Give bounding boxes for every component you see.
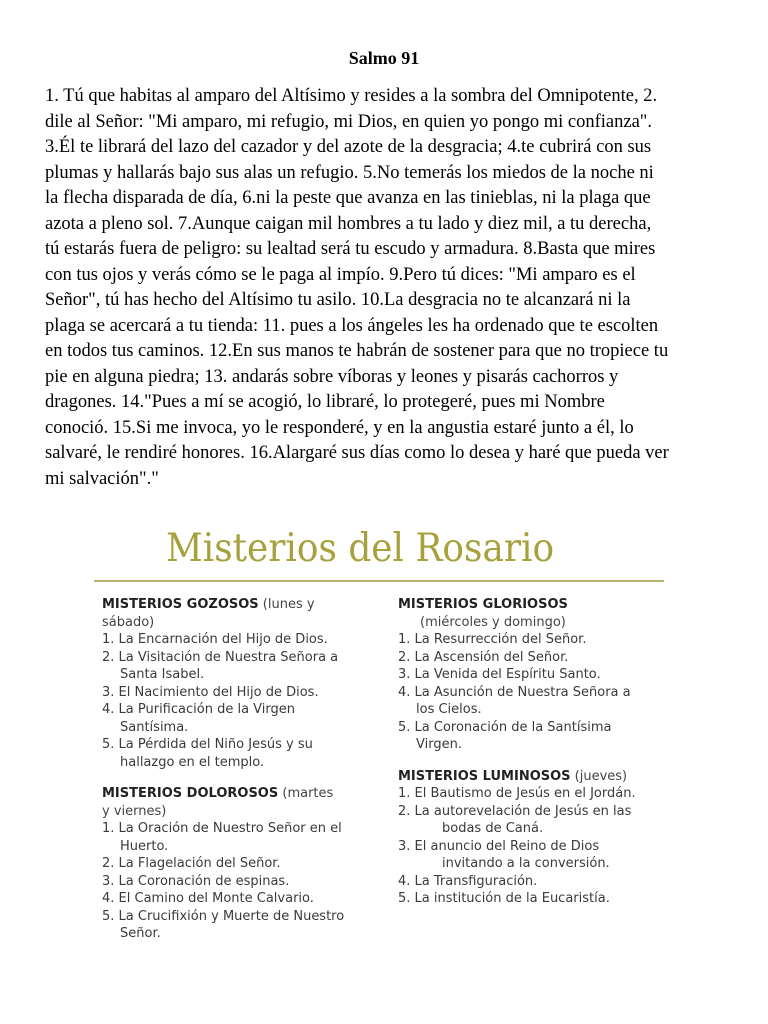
group-heading bbox=[398, 596, 668, 614]
mystery-item-text: Señor. bbox=[120, 926, 161, 941]
mystery-item-text: 2. La autorevelación de Jesús en las bbox=[398, 803, 632, 819]
group-days: (lunes y bbox=[262, 597, 315, 612]
group-name: MISTERIOS DOLOROSOS bbox=[102, 786, 279, 801]
mystery-item-text: 1. La Oración de Nuestro Señor en el bbox=[102, 821, 342, 836]
title-divider bbox=[94, 580, 664, 582]
mystery-item bbox=[398, 649, 668, 667]
rosary-title: Misterios del Rosario bbox=[166, 526, 555, 571]
mystery-item-text: hallazgo en el templo. bbox=[120, 754, 265, 770]
mystery-item bbox=[398, 803, 668, 838]
group-heading bbox=[102, 785, 382, 803]
rosary-mysteries-figure bbox=[92, 505, 682, 970]
mystery-list bbox=[102, 820, 382, 943]
group-name: MISTERIOS GOZOSOS bbox=[102, 597, 259, 612]
mystery-item-text: 1. El Bautismo de Jesús en el Jordán. bbox=[398, 786, 636, 801]
mystery-item-text: 2. La Ascensión del Señor. bbox=[398, 649, 569, 665]
mystery-item bbox=[102, 631, 382, 649]
mystery-item bbox=[102, 820, 382, 855]
mystery-item-text: Santa Isabel. bbox=[120, 667, 205, 682]
rosary-column-right bbox=[398, 596, 668, 922]
mystery-item-text: invitando a la conversión. bbox=[442, 856, 610, 871]
group-days: sábado) bbox=[102, 614, 155, 630]
psalm-line: con tus ojos y verás cómo se le paga al impío. 9.Pero tú dices: "Mi amparo es el bbox=[45, 264, 636, 285]
psalm-line: 1. Tú que habitas al amparo del Altísimo y resides a la sombra del Omnipotente, 2. bbox=[45, 86, 658, 106]
mystery-item bbox=[102, 855, 382, 873]
psalm-line: salvaré, le rendiré honores. 16.Alargaré sus días como lo desea y haré que pueda ver bbox=[45, 443, 669, 463]
mystery-item-text: 5. La institución de la Eucaristía. bbox=[398, 891, 610, 906]
mystery-item-text: 1. La Encarnación del Hijo de Dios. bbox=[102, 632, 328, 647]
mystery-item bbox=[102, 873, 382, 891]
mystery-item bbox=[398, 666, 668, 684]
mystery-item bbox=[102, 684, 382, 702]
mystery-item-text: 4. La Transfiguración. bbox=[398, 873, 538, 889]
psalm-line: plaga se acercará a tu tienda: 11. pues a los ángeles les ha ordenado que te escolten bbox=[45, 315, 659, 336]
mystery-item-text: 2. La Flagelación del Señor. bbox=[102, 856, 281, 871]
mystery-item-text: 3. El Nacimiento del Hijo de Dios. bbox=[102, 684, 319, 700]
mystery-item-text: Virgen. bbox=[416, 737, 462, 752]
mystery-item-text: 3. La Venida del Espíritu Santo. bbox=[398, 667, 601, 682]
psalm-line: conoció. 15.Si me invoca, yo le responderé, y en la angustia estaré junto a él, lo bbox=[45, 417, 634, 438]
group-name: MISTERIOS LUMINOSOS bbox=[398, 768, 571, 784]
group-days: (martes bbox=[282, 786, 334, 801]
psalm-line: azota a pleno sol. 7.Aunque caigan mil hombres a tu lado y diez mil, a tu derecha, bbox=[45, 213, 652, 234]
psalm-line: 3.Él te librará del lazo del cazador y del azote de la desgracia; 4.te cubrirá con sus bbox=[45, 137, 652, 157]
group-days: y viernes) bbox=[102, 803, 167, 819]
mystery-item-text: Santísima. bbox=[120, 719, 189, 735]
mystery-item bbox=[398, 719, 668, 754]
psalm-line: la flecha disparada de día, 6.ni la peste que avanza en las tinieblas, ni la plaga que bbox=[45, 188, 651, 208]
psalm-line: dile al Señor: "Mi amparo, mi refugio, mi Dios, en quien yo pongo mi confianza". bbox=[45, 111, 652, 132]
mystery-item bbox=[398, 890, 668, 908]
mystery-item bbox=[102, 736, 382, 771]
mystery-item-text: 3. La Coronación de espinas. bbox=[102, 873, 290, 889]
mysteries-sorrowful-group bbox=[102, 785, 382, 943]
psalm-line: en todos tus caminos. 12.En sus manos te habrán de sostener para que no tropiece tu bbox=[45, 341, 669, 361]
group-days: (jueves) bbox=[574, 768, 628, 784]
mystery-item bbox=[102, 908, 382, 943]
mystery-item bbox=[102, 649, 382, 684]
mystery-item-text: 1. La Resurrección del Señor. bbox=[398, 632, 587, 647]
mystery-item bbox=[102, 890, 382, 908]
rosary-column-left bbox=[102, 596, 382, 957]
psalm-line: plumas y hallarás bajo sus alas un refugio. 5.No temerás los miedos de la noche ni bbox=[45, 162, 654, 183]
mystery-item-text: los Cielos. bbox=[416, 702, 482, 717]
psalm-title: Salmo 91 bbox=[348, 48, 420, 68]
group-name: MISTERIOS GLORIOSOS bbox=[398, 597, 568, 612]
mystery-item-text: 4. La Purificación de la Virgen bbox=[102, 702, 295, 717]
mystery-item-text: Huerto. bbox=[120, 838, 169, 854]
psalm-line: tú estarás fuera de peligro: su lealtad será tu escudo y armadura. 8.Basta que mires bbox=[45, 239, 656, 259]
mystery-item bbox=[398, 785, 668, 803]
mysteries-glorious-group bbox=[398, 596, 668, 754]
mystery-item bbox=[102, 701, 382, 736]
mystery-item bbox=[398, 873, 668, 891]
psalm-line: dragones. 14."Pues a mí se acogió, lo libraré, lo protegeré, pues mi Nombre bbox=[45, 392, 605, 412]
mystery-item-text: 4. El Camino del Monte Calvario. bbox=[102, 891, 314, 906]
mystery-item bbox=[398, 838, 668, 873]
mystery-list bbox=[102, 631, 382, 771]
mystery-list bbox=[398, 785, 668, 908]
mystery-item-text: 4. La Asunción de Nuestra Señora a bbox=[398, 684, 631, 700]
psalm-text bbox=[45, 84, 735, 492]
mystery-item-text: 5. La Crucifixión y Muerte de Nuestro bbox=[102, 908, 345, 924]
mystery-item-text: 2. La Visitación de Nuestra Señora a bbox=[102, 649, 339, 665]
mystery-item-text: 5. La Pérdida del Niño Jesús y su bbox=[102, 737, 313, 752]
mysteries-luminous-group bbox=[398, 768, 668, 908]
mystery-list bbox=[398, 631, 668, 754]
group-days: (miércoles y domingo) bbox=[420, 614, 566, 630]
group-heading bbox=[102, 596, 382, 614]
mysteries-joyful-group bbox=[102, 596, 382, 771]
psalm-line: pie en alguna piedra; 13. andarás sobre víboras y leones y pisarás cachorros y bbox=[45, 366, 619, 387]
mystery-item bbox=[398, 684, 668, 719]
mystery-item-text: 5. La Coronación de la Santísima bbox=[398, 719, 612, 735]
psalm-line: Señor", tú has hecho del Altísimo tu asilo. 10.La desgracia no te alcanzará ni la bbox=[45, 290, 631, 310]
group-heading bbox=[398, 768, 668, 786]
psalm-line: mi salvación"." bbox=[45, 468, 159, 489]
mystery-item-text: bodas de Caná. bbox=[442, 821, 544, 836]
mystery-item bbox=[398, 631, 668, 649]
mystery-item-text: 3. El anuncio del Reino de Dios bbox=[398, 838, 600, 854]
